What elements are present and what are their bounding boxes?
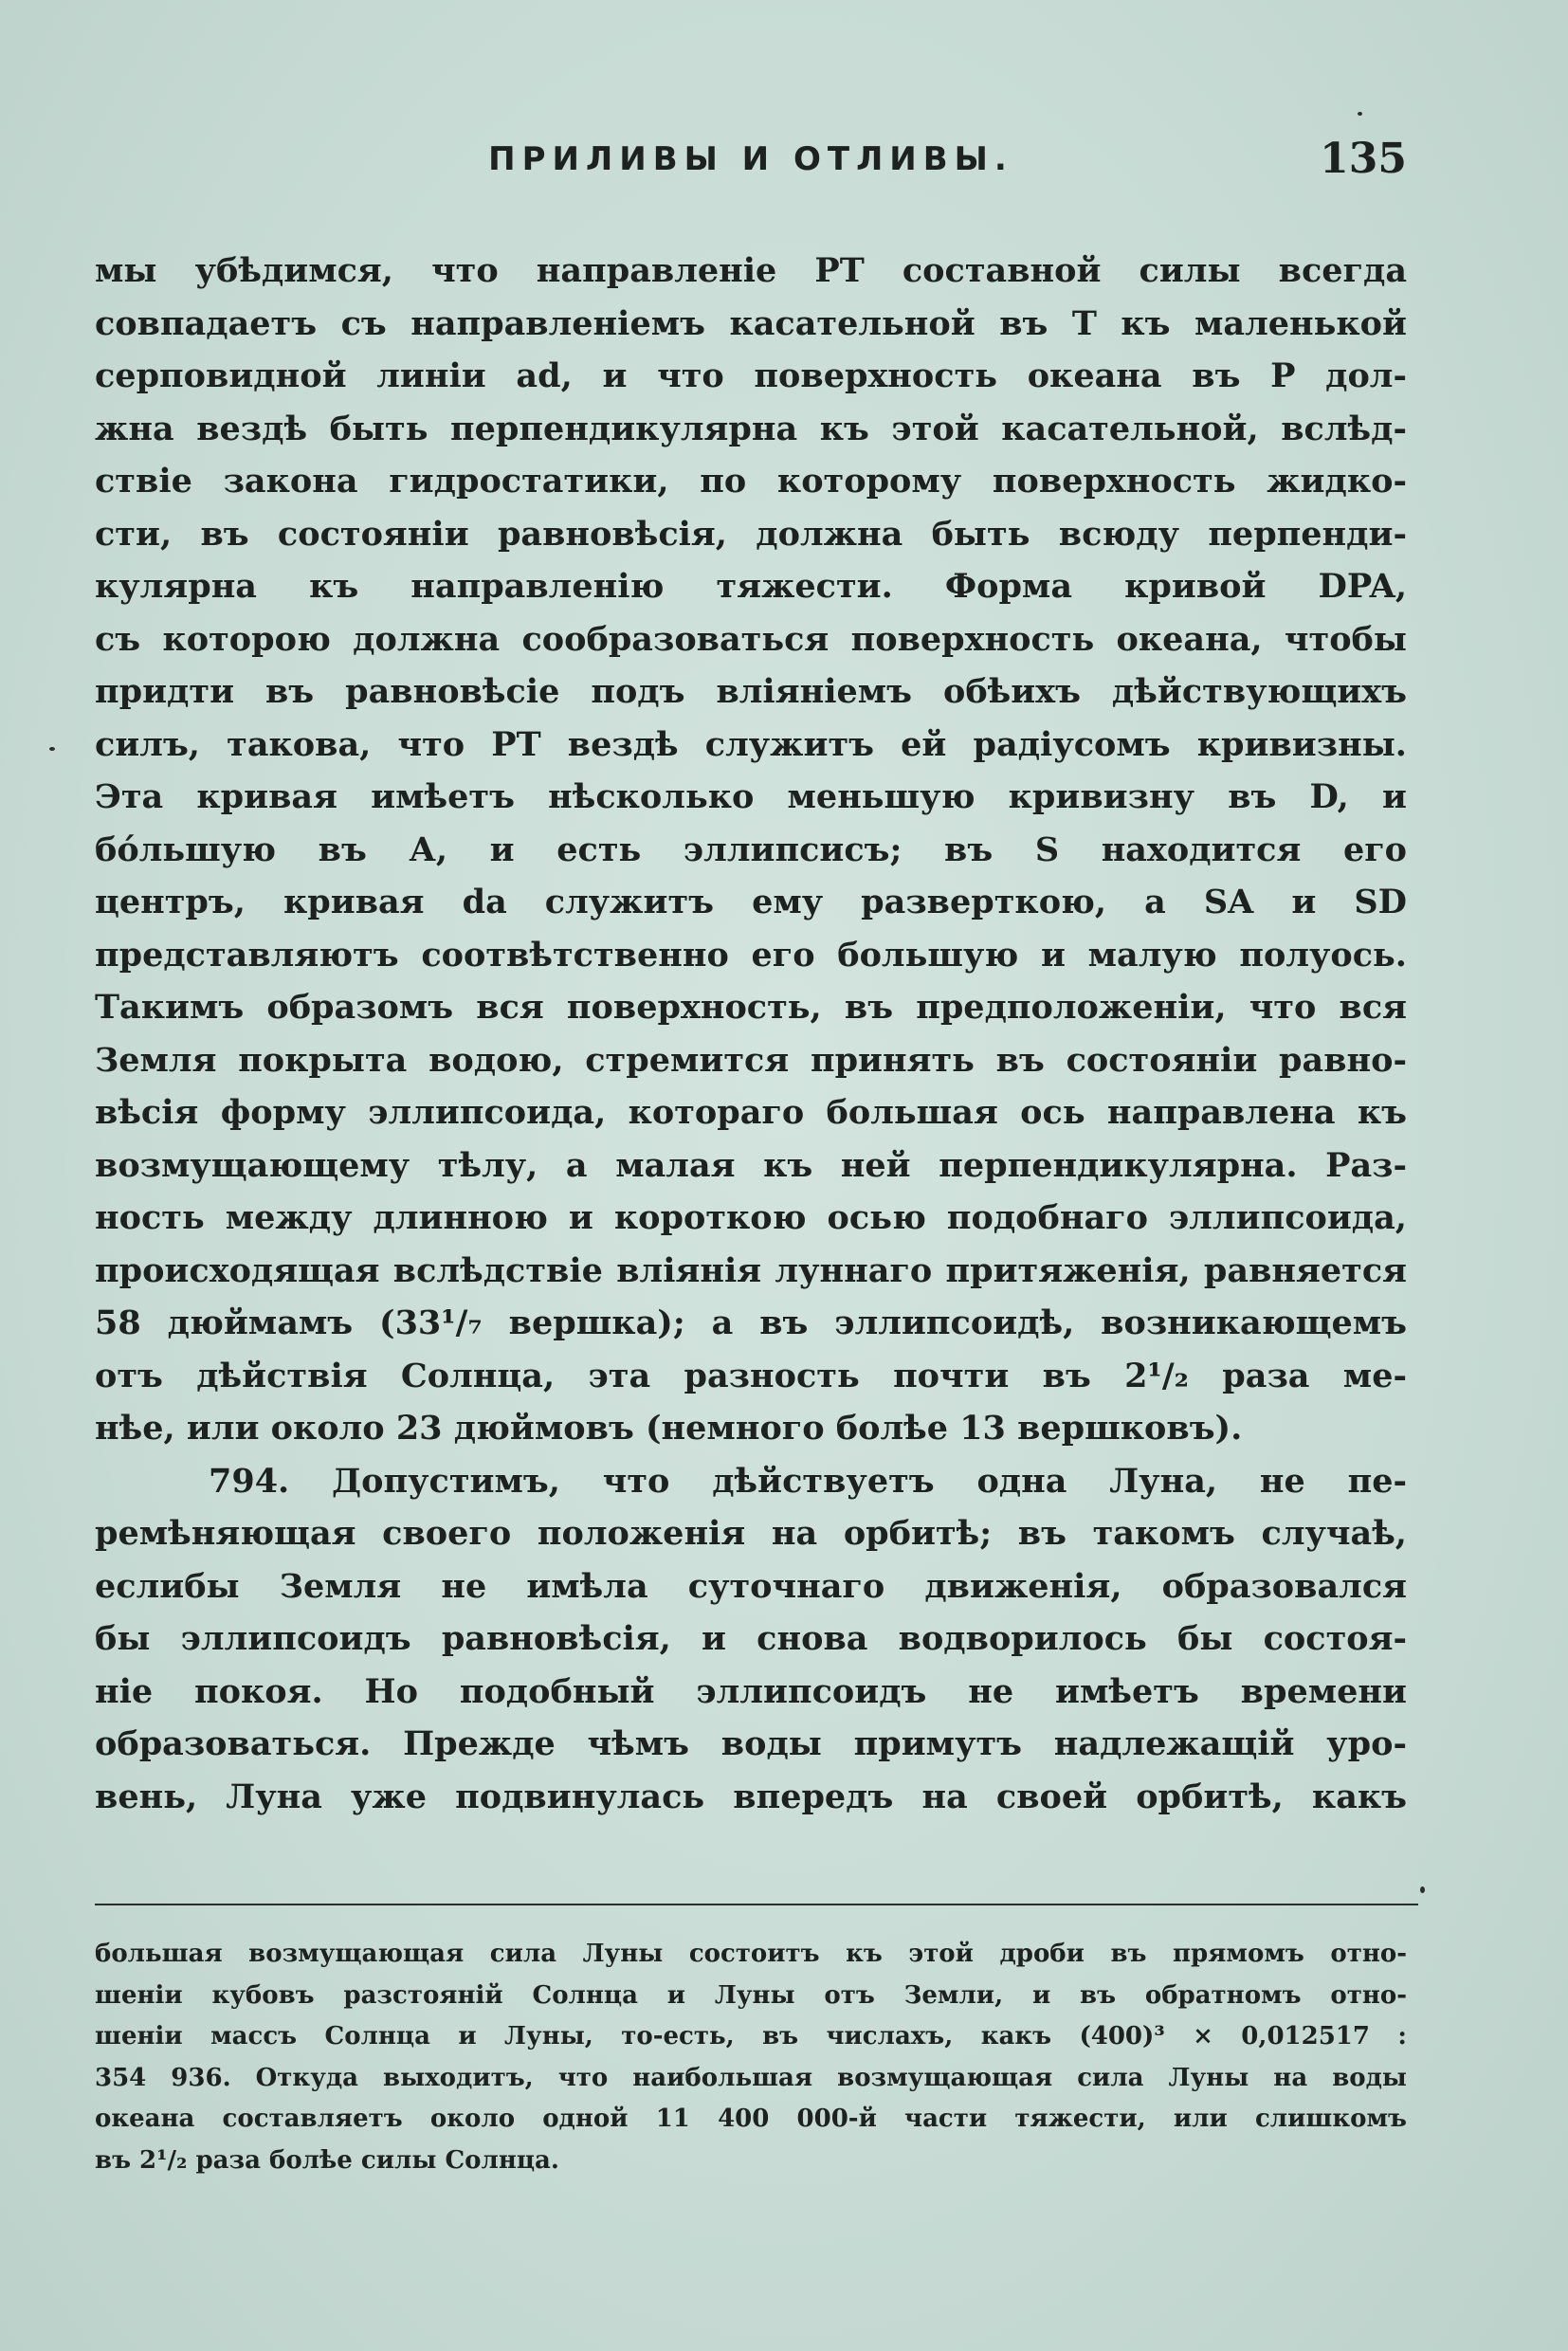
text-line: бóльшую въ А, и есть эллипсисъ; въ S находится его (95, 829, 1407, 869)
text-line: ствіе закона гидростатики, по которому поверхность жидко- (95, 462, 1407, 501)
text-line: мы убѣдимся, что направленіе РТ составной силы всегда (95, 251, 1407, 290)
text-line: бы эллипсоидъ равновѣсія, и снова водворилось бы состоя- (95, 1619, 1407, 1658)
text-line: Такимъ образомъ вся поверхность, въ предположеніи, что вся (95, 988, 1407, 1027)
footnote (95, 1934, 1407, 2181)
footnote-line: 354 936. Откуда выходитъ, что наибольшая возмущающая сила Луны на воды (95, 2063, 1407, 2092)
footnote-line: шеніи кубовъ разстояній Солнца и Луны отъ Земли, и въ обратномъ отно- (95, 1980, 1407, 2010)
text-line: Земля покрыта водою, стремится принять въ состояніи равно- (95, 1040, 1407, 1080)
text-line: происходящая вслѣдствіе вліянія луннаго притяженія, равняется (95, 1250, 1407, 1290)
text-line: жна вездѣ быть перпендикулярна къ этой касательной, вслѣд- (95, 409, 1407, 448)
print-speck (49, 747, 55, 751)
print-speck (1358, 112, 1362, 116)
text-line: кулярна къ направленію тяжести. Форма кривой DPA, (95, 567, 1407, 606)
body-text (95, 245, 1407, 1823)
text-line: придти въ равновѣсіе подъ вліяніемъ обѣихъ дѣйствующихъ (95, 672, 1407, 711)
text-line: ремѣняющая своего положенія на орбитѣ; въ такомъ случаѣ, (95, 1514, 1407, 1553)
text-line: силъ, такова, что РТ вездѣ служитъ ей радіусомъ кривизны. (95, 724, 1407, 764)
text-line: отъ дѣйствія Солнца, эта разность почти въ 2¹/₂ раза ме- (95, 1356, 1407, 1395)
text-line: 58 дюймамъ (33¹/₇ вершка); а въ эллипсоидѣ, возникающемъ (95, 1303, 1407, 1342)
paragraph-end-line: нѣе, или около 23 дюймовъ (немного болѣе 13 вершковъ). (95, 1409, 1243, 1448)
text-line: сти, въ состояніи равновѣсія, должна быть всюду перпенди- (95, 514, 1407, 554)
footnote-line: океана составляетъ около одной 11 400 000-й части тяжести, или слишкомъ (95, 2105, 1407, 2133)
text-line: еслибы Земля не имѣла суточнаго движенія, образовался (95, 1566, 1407, 1606)
section-794-first-line: 794. Допустимъ, что дѣйствуетъ одна Луна, не пе- (209, 1461, 1407, 1501)
footnote-divider (95, 1904, 1418, 1905)
text-line: совпадаетъ съ направленіемъ касательной въ Т къ маленькой (95, 303, 1407, 343)
print-speck (1420, 1886, 1425, 1893)
running-title: ПРИЛИВЫ И ОТЛИВЫ. (488, 140, 1013, 178)
text-line: съ которою должна сообразоваться поверхность океана, чтобы (95, 619, 1407, 659)
text-line: серповидной линіи ad, и что поверхность океана въ Р дол- (95, 356, 1407, 395)
text-line: представляютъ соотвѣтственно его большую и малую полуось. (95, 935, 1407, 975)
text-line: вень, Луна уже подвинулась впередъ на своей орбитѣ, какъ (95, 1777, 1407, 1816)
footnote-line: большая возмущающая сила Луны состоитъ къ этой дроби въ прямомъ отно- (95, 1940, 1407, 1968)
text-line: образоваться. Прежде чѣмъ воды примутъ надлежащій уро- (95, 1724, 1407, 1763)
footnote-line: шеніи массъ Солнца и Луны, то-есть, въ числахъ, какъ (400)³ × 0,012517 : (95, 2022, 1407, 2050)
text-line: возмущающему тѣлу, а малая къ ней перпендикулярна. Раз- (95, 1145, 1407, 1185)
text-line: центръ, кривая da служитъ ему разверткою, а SA и SD (95, 883, 1407, 921)
text-line: Эта кривая имѣетъ нѣсколько меньшую кривизну въ D, и (95, 777, 1407, 816)
text-line: вѣсія форму эллипсоида, котораго большая ось направлена къ (95, 1093, 1407, 1132)
footnote-line: въ 2¹/₂ раза болѣе силы Солнца. (95, 2145, 559, 2175)
text-line: ніе покоя. Но подобный эллипсоидъ не имѣетъ времени (95, 1671, 1407, 1711)
page-header (95, 135, 1407, 197)
text-line: ность между длинною и короткою осью подобнаго эллипсоида, (95, 1198, 1407, 1237)
page-number: 135 (1320, 135, 1407, 183)
